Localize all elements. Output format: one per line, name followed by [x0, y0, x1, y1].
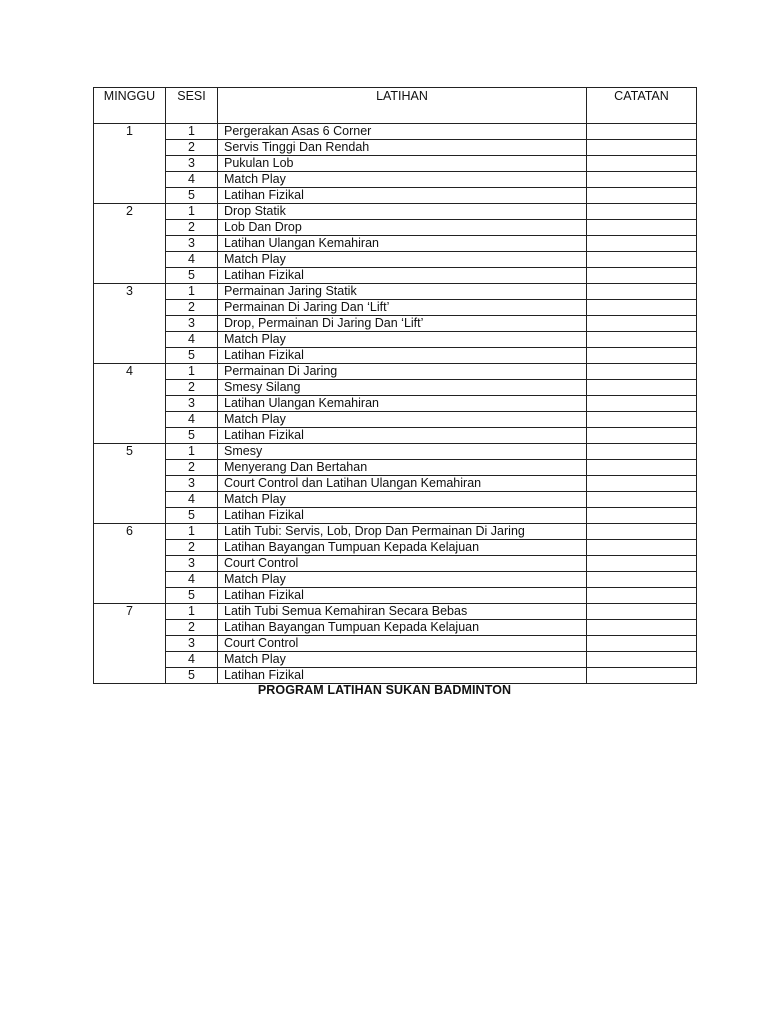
cell-latihan: Latihan Bayangan Tumpuan Kepada Kelajuan [218, 620, 587, 636]
cell-latihan: Latih Tubi Semua Kemahiran Secara Bebas [218, 604, 587, 620]
cell-sesi: 5 [166, 428, 218, 444]
cell-catatan[interactable] [587, 508, 697, 524]
cell-sesi: 4 [166, 332, 218, 348]
cell-latihan: Latihan Fizikal [218, 588, 587, 604]
table-row [94, 172, 697, 188]
table-row [94, 412, 697, 428]
cell-catatan[interactable] [587, 252, 697, 268]
table-row [94, 124, 697, 140]
cell-latihan: Pergerakan Asas 6 Corner [218, 124, 587, 140]
cell-latihan: Court Control [218, 556, 587, 572]
cell-latihan: Latihan Fizikal [218, 508, 587, 524]
cell-sesi: 3 [166, 236, 218, 252]
cell-sesi: 1 [166, 604, 218, 620]
cell-latihan: Latihan Fizikal [218, 188, 587, 204]
cell-latihan: Match Play [218, 572, 587, 588]
cell-catatan[interactable] [587, 540, 697, 556]
cell-latihan: Match Play [218, 172, 587, 188]
table-row [94, 652, 697, 668]
header-minggu: MINGGU [94, 88, 166, 124]
cell-catatan[interactable] [587, 124, 697, 140]
table-row [94, 268, 697, 284]
table-body [94, 124, 697, 684]
table-row [94, 508, 697, 524]
table-row [94, 300, 697, 316]
table-row [94, 284, 697, 300]
table-row [94, 316, 697, 332]
cell-sesi: 2 [166, 620, 218, 636]
cell-sesi: 4 [166, 172, 218, 188]
cell-catatan[interactable] [587, 460, 697, 476]
cell-latihan: Latihan Fizikal [218, 268, 587, 284]
cell-catatan[interactable] [587, 364, 697, 380]
cell-latihan: Match Play [218, 412, 587, 428]
table-row [94, 556, 697, 572]
cell-sesi: 1 [166, 524, 218, 540]
cell-latihan: Permainan Di Jaring Dan ‘Lift’ [218, 300, 587, 316]
cell-catatan[interactable] [587, 172, 697, 188]
cell-catatan[interactable] [587, 588, 697, 604]
table-row [94, 140, 697, 156]
cell-latihan: Permainan Di Jaring [218, 364, 587, 380]
cell-catatan[interactable] [587, 604, 697, 620]
cell-latihan: Smesy Silang [218, 380, 587, 396]
cell-catatan[interactable] [587, 348, 697, 364]
cell-sesi: 1 [166, 444, 218, 460]
cell-sesi: 1 [166, 124, 218, 140]
cell-sesi: 2 [166, 220, 218, 236]
cell-latihan: Drop Statik [218, 204, 587, 220]
table-row [94, 156, 697, 172]
table-row [94, 204, 697, 220]
cell-catatan[interactable] [587, 556, 697, 572]
cell-latihan: Lob Dan Drop [218, 220, 587, 236]
table-row [94, 380, 697, 396]
cell-catatan[interactable] [587, 300, 697, 316]
cell-sesi: 3 [166, 156, 218, 172]
cell-sesi: 1 [166, 284, 218, 300]
cell-latihan: Latihan Fizikal [218, 668, 587, 684]
cell-sesi: 3 [166, 636, 218, 652]
cell-sesi: 4 [166, 252, 218, 268]
header-catatan: CATATAN [587, 88, 697, 124]
cell-sesi: 5 [166, 588, 218, 604]
table-row [94, 348, 697, 364]
cell-sesi: 5 [166, 188, 218, 204]
cell-catatan[interactable] [587, 636, 697, 652]
cell-sesi: 2 [166, 380, 218, 396]
cell-minggu: 2 [94, 204, 166, 284]
cell-catatan[interactable] [587, 204, 697, 220]
cell-sesi: 3 [166, 556, 218, 572]
cell-minggu: 4 [94, 364, 166, 444]
cell-catatan[interactable] [587, 444, 697, 460]
cell-latihan: Permainan Jaring Statik [218, 284, 587, 300]
cell-catatan[interactable] [587, 668, 697, 684]
cell-latihan: Latihan Bayangan Tumpuan Kepada Kelajuan [218, 540, 587, 556]
cell-latihan: Match Play [218, 252, 587, 268]
table-row [94, 444, 697, 460]
cell-latihan: Match Play [218, 332, 587, 348]
cell-catatan[interactable] [587, 188, 697, 204]
cell-latihan: Servis Tinggi Dan Rendah [218, 140, 587, 156]
cell-sesi: 3 [166, 316, 218, 332]
cell-sesi: 5 [166, 268, 218, 284]
cell-latihan: Latihan Ulangan Kemahiran [218, 396, 587, 412]
table-row [94, 188, 697, 204]
training-schedule-table [93, 87, 697, 684]
cell-catatan[interactable] [587, 396, 697, 412]
cell-catatan[interactable] [587, 524, 697, 540]
cell-sesi: 5 [166, 348, 218, 364]
cell-sesi: 1 [166, 204, 218, 220]
cell-minggu: 1 [94, 124, 166, 204]
cell-latihan: Pukulan Lob [218, 156, 587, 172]
cell-sesi: 4 [166, 652, 218, 668]
cell-sesi: 5 [166, 508, 218, 524]
cell-sesi: 2 [166, 300, 218, 316]
cell-catatan[interactable] [587, 268, 697, 284]
cell-catatan[interactable] [587, 620, 697, 636]
cell-latihan: Match Play [218, 492, 587, 508]
table-row [94, 572, 697, 588]
table-row [94, 364, 697, 380]
table-row [94, 428, 697, 444]
table-row [94, 396, 697, 412]
cell-latihan: Match Play [218, 652, 587, 668]
cell-sesi: 1 [166, 364, 218, 380]
table-header-row [94, 88, 697, 124]
cell-sesi: 4 [166, 572, 218, 588]
table-row [94, 460, 697, 476]
table-row [94, 620, 697, 636]
cell-sesi: 4 [166, 492, 218, 508]
cell-catatan[interactable] [587, 380, 697, 396]
cell-latihan: Latihan Fizikal [218, 428, 587, 444]
table-row [94, 252, 697, 268]
cell-catatan[interactable] [587, 156, 697, 172]
table-row [94, 636, 697, 652]
cell-latihan: Latihan Ulangan Kemahiran [218, 236, 587, 252]
cell-sesi: 3 [166, 476, 218, 492]
table-row [94, 476, 697, 492]
cell-sesi: 2 [166, 540, 218, 556]
cell-sesi: 5 [166, 668, 218, 684]
table-row [94, 668, 697, 684]
cell-latihan: Court Control dan Latihan Ulangan Kemahiran [218, 476, 587, 492]
table-row [94, 604, 697, 620]
cell-catatan[interactable] [587, 220, 697, 236]
table-row [94, 588, 697, 604]
cell-sesi: 4 [166, 412, 218, 428]
cell-catatan[interactable] [587, 428, 697, 444]
cell-catatan[interactable] [587, 332, 697, 348]
cell-catatan[interactable] [587, 492, 697, 508]
table-row [94, 492, 697, 508]
cell-latihan: Court Control [218, 636, 587, 652]
cell-latihan: Drop, Permainan Di Jaring Dan ‘Lift’ [218, 316, 587, 332]
table-row [94, 236, 697, 252]
cell-minggu: 6 [94, 524, 166, 604]
cell-latihan: Menyerang Dan Bertahan [218, 460, 587, 476]
table-row [94, 524, 697, 540]
cell-latihan: Latih Tubi: Servis, Lob, Drop Dan Permainan Di Jaring [218, 524, 587, 540]
cell-catatan[interactable] [587, 572, 697, 588]
document-title: PROGRAM LATIHAN SUKAN BADMINTON [257, 683, 512, 697]
cell-catatan[interactable] [587, 284, 697, 300]
cell-catatan[interactable] [587, 316, 697, 332]
cell-latihan: Smesy [218, 444, 587, 460]
cell-sesi: 2 [166, 460, 218, 476]
cell-sesi: 2 [166, 140, 218, 156]
cell-catatan[interactable] [587, 236, 697, 252]
cell-catatan[interactable] [587, 476, 697, 492]
cell-catatan[interactable] [587, 652, 697, 668]
header-sesi: SESI [166, 88, 218, 124]
cell-minggu: 5 [94, 444, 166, 524]
cell-catatan[interactable] [587, 140, 697, 156]
cell-minggu: 3 [94, 284, 166, 364]
cell-latihan: Latihan Fizikal [218, 348, 587, 364]
cell-minggu: 7 [94, 604, 166, 684]
table-row [94, 220, 697, 236]
header-latihan: LATIHAN [218, 88, 587, 124]
cell-catatan[interactable] [587, 412, 697, 428]
table-row [94, 332, 697, 348]
cell-sesi: 3 [166, 396, 218, 412]
table-row [94, 540, 697, 556]
